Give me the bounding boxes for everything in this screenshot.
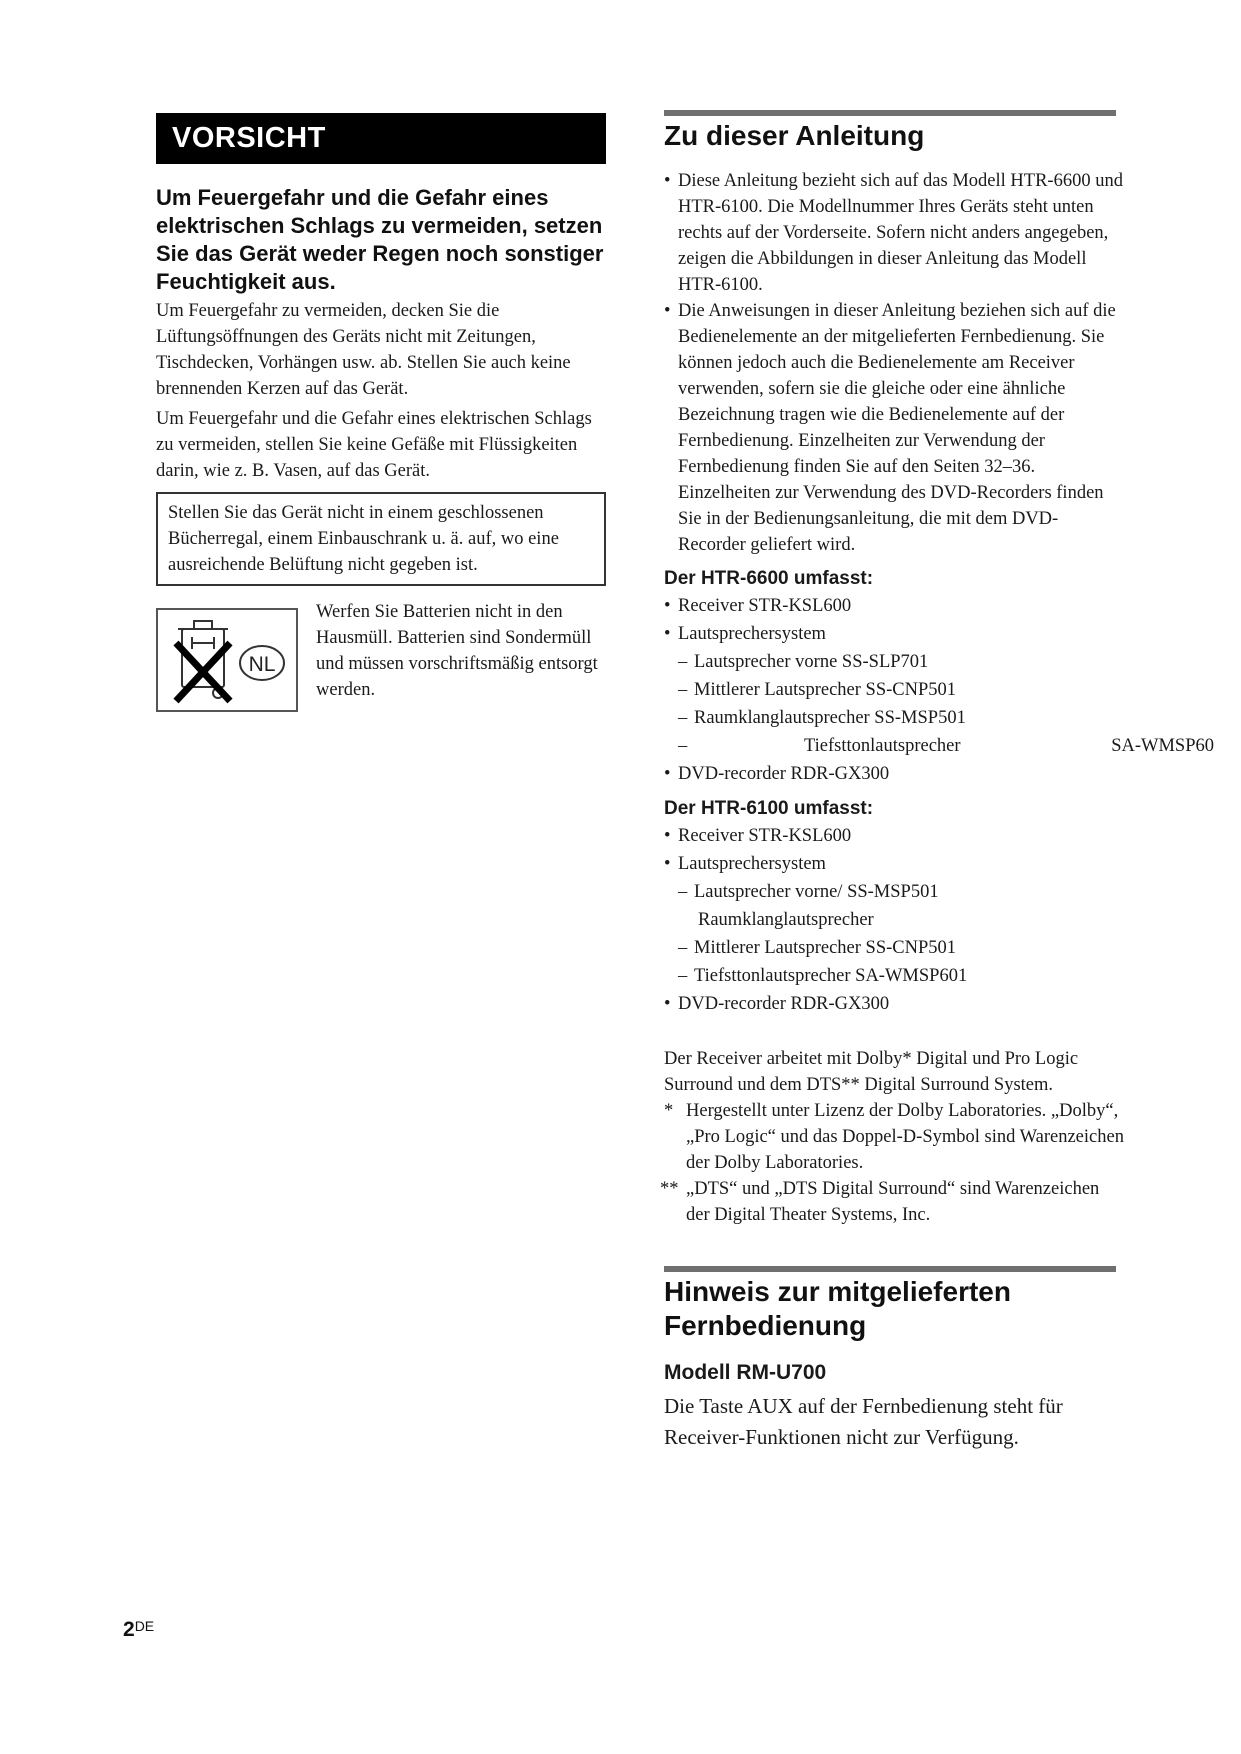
front-speaker-line: Lautsprecher vorne/ SS-MSP501 bbox=[694, 882, 939, 902]
htr6100-heading: Der HTR-6100 umfasst: bbox=[664, 798, 874, 819]
footnote-mark: * bbox=[664, 1101, 674, 1121]
intro-list bbox=[664, 168, 1124, 558]
list-item: • Receiver STR-KSL600 bbox=[664, 822, 1124, 850]
list-item bbox=[664, 878, 1124, 934]
ventilation-paragraph: Um Feuergefahr zu vermeiden, decken Sie die Lüftungsöffnungen des Geräts nicht mit Zeitungen, Tischdecken, Vorhängen usw. ab. Stellen Sie auch keine brennenden Kerzen auf das Gerät. bbox=[156, 301, 571, 399]
ventilation-note-box: Stellen Sie das Gerät nicht in einem geschlossenen Bücherregal, einem Einbauschrank u. ä. auf, wo eine ausreichende Belüftung nicht gegeben ist. bbox=[156, 492, 606, 586]
surround-speaker-line: Raumklanglautsprecher bbox=[698, 910, 874, 930]
list-item: • Lautsprechersystem bbox=[664, 620, 1124, 648]
section-divider bbox=[664, 110, 1116, 116]
battery-disposal-notice bbox=[156, 602, 606, 712]
list-item: – Mittlerer Lautsprecher SS-CNP501 bbox=[664, 676, 1124, 704]
list-item: – Lautsprecher vorne SS-SLP701 bbox=[664, 648, 1124, 676]
list-item: – Mittlerer Lautsprecher SS-CNP501 bbox=[664, 934, 1124, 962]
warning-statement: Um Feuergefahr und die Gefahr eines elektrischen Schlags zu vermeiden, setzen Sie das Gerät weder Regen noch sonstiger Feuchtigkeit aus. bbox=[156, 185, 604, 294]
list-item: • DVD-recorder RDR-GX300 bbox=[664, 760, 1124, 788]
section-title-remote: Hinweis zur mitgelieferten Fernbedienung bbox=[664, 1276, 1011, 1341]
page-language-suffix: DE bbox=[134, 1618, 155, 1634]
subwoofer-label: – Tiefsttonlautsprecher bbox=[804, 736, 961, 756]
footnote-dts bbox=[660, 1176, 1124, 1228]
battery-disposal-text: Werfen Sie Batterien nicht in den Hausmüll. Batterien sind Sondermüll und müssen vorschriftsmäßig entsorgt werden. bbox=[316, 602, 598, 700]
section-divider bbox=[664, 1266, 1116, 1272]
list-item: • Diese Anleitung bezieht sich auf das Modell HTR-6600 und HTR-6100. Die Modellnummer Ihres Geräts steht unten rechts auf der Vorderseite. Sofern nicht anders angegeben, zeigen die Abbildungen in dieser Anleitung das Modell HTR-6100. bbox=[664, 168, 1124, 298]
remote-section bbox=[664, 1266, 1124, 1453]
right-column bbox=[660, 110, 1214, 1453]
crossed-out-bin-icon bbox=[156, 608, 298, 712]
caution-title: VORSICHT bbox=[156, 113, 606, 164]
subwoofer-model: SA-WMSP60 bbox=[1111, 736, 1214, 756]
footnote-dolby bbox=[664, 1098, 1124, 1176]
footnote-text: Hergestellt unter Lizenz der Dolby Laboratories. „Dolby“, „Pro Logic“ und das Doppel-D-Symbol sind Warenzeichen der Dolby Laboratories. bbox=[686, 1101, 1124, 1173]
footnote-mark: ** bbox=[660, 1179, 679, 1199]
footnote-text: „DTS“ und „DTS Digital Surround“ sind Warenzeichen der Digital Theater Systems, Inc. bbox=[686, 1179, 1100, 1225]
section-title-about-manual: Zu dieser Anleitung bbox=[664, 120, 925, 151]
list-item: • Die Anweisungen in dieser Anleitung beziehen sich auf die Bedienelemente an der mitgelieferten Fernbedienung. Sie können jedoch auch die Bedienelemente am Receiver verwenden, sofern sie die gleiche oder eine ähnliche Bezeichnung tragen wie die Bedienelemente auf der Fernbedienung. Einzelheiten zur Verwendung der Fernbedienung finden Sie auf den Seiten 32–36. Einzelheiten zur Verwendung des DVD-Recorders finden Sie in der Bedienungsanleitung, die mit dem DVD-Recorder geliefert wird. bbox=[664, 298, 1124, 558]
liquid-paragraph: Um Feuergefahr und die Gefahr eines elektrischen Schlags zu vermeiden, stellen Sie keine Gefäße mit Flüssigkeiten darin, wie z. B. Vasen, auf das Gerät. bbox=[156, 409, 592, 481]
list-item: • Receiver STR-KSL600 bbox=[664, 592, 1124, 620]
dolby-paragraph: Der Receiver arbeitet mit Dolby* Digital und Pro Logic Surround und dem DTS** Digital Surround System. bbox=[664, 1049, 1079, 1095]
list-item: – Tiefsttonlautsprecher SA-WMSP601 bbox=[664, 962, 1124, 990]
page-number-value: 2 bbox=[123, 1618, 135, 1641]
battery-icon-label: NL bbox=[248, 653, 276, 676]
list-item-subwoofer bbox=[664, 732, 1214, 760]
list-item: – Raumklanglautsprecher SS-MSP501 bbox=[664, 704, 1124, 732]
htr6100-contents bbox=[664, 822, 1124, 1018]
htr6600-contents bbox=[664, 592, 1214, 788]
remote-model-heading: Modell RM-U700 bbox=[664, 1361, 827, 1384]
left-column bbox=[156, 113, 606, 712]
list-item: • Lautsprechersystem bbox=[664, 850, 1124, 878]
remote-note: Die Taste AUX auf der Fernbedienung steht für Receiver-Funktionen nicht zur Verfügung. bbox=[664, 1394, 1063, 1449]
page-number bbox=[123, 1618, 154, 1642]
list-item: • DVD-recorder RDR-GX300 bbox=[664, 990, 1124, 1018]
htr6600-heading: Der HTR-6600 umfasst: bbox=[664, 568, 874, 589]
